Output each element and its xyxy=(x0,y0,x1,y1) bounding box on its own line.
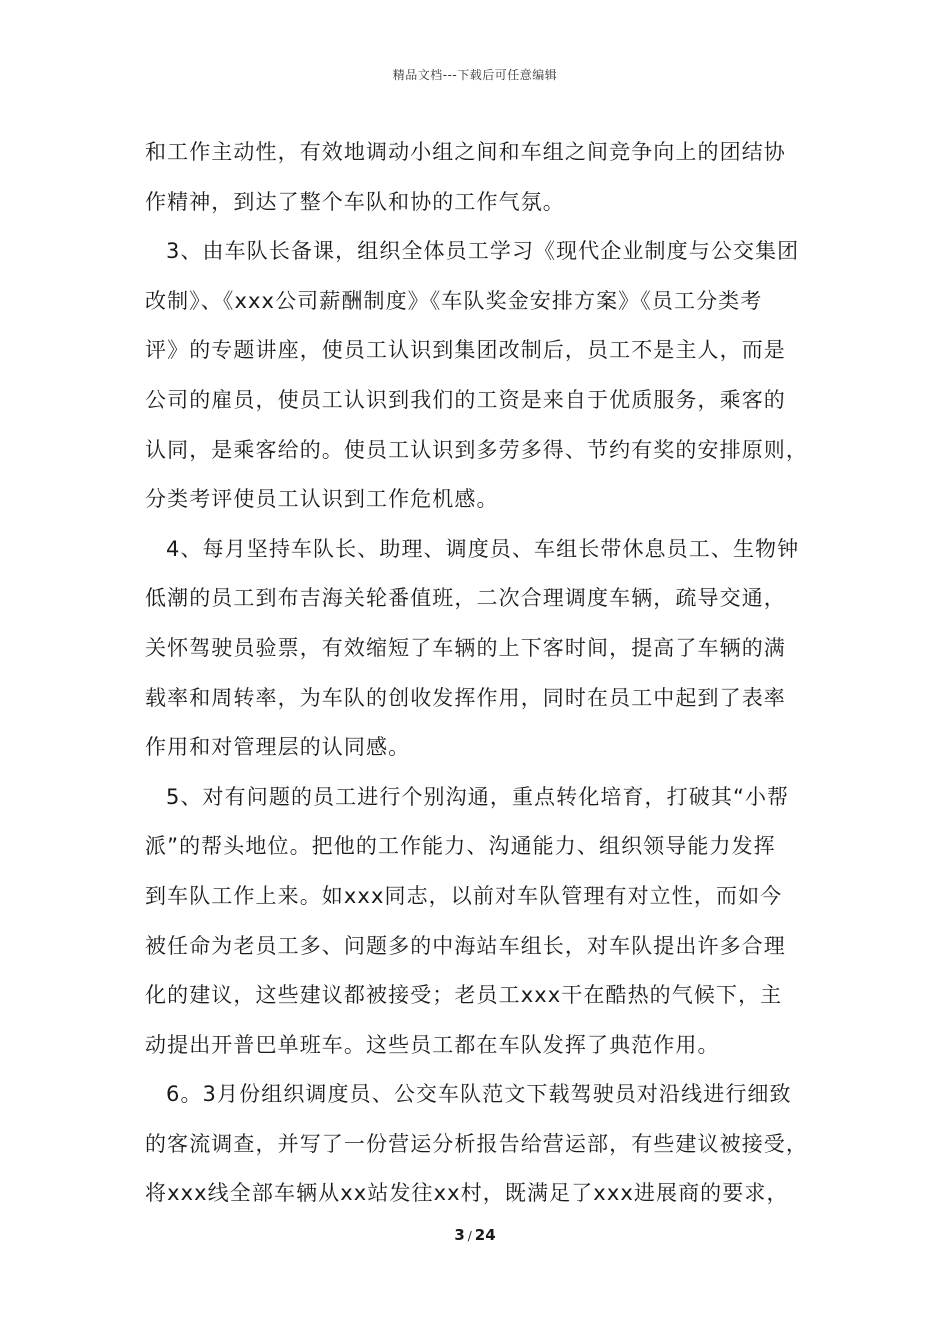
text-line: 派”的帮头地位。把他的工作能力、沟通能力、组织领导能力发挥 xyxy=(145,834,776,859)
text-line: 4、每月坚持车队长、助理、调度员、车组长带休息员工、生物钟 xyxy=(166,536,800,561)
text-line: 评》的专题讲座，使员工认识到集团改制后，员工不是主人，而是 xyxy=(145,338,786,363)
text-line: 作用和对管理层的认同感。 xyxy=(145,735,411,760)
text-line: 分类考评使员工认识到工作危机感。 xyxy=(145,487,499,512)
text-line: 6。3月份组织调度员、公交车队范文下载驾驶员对沿线进行细致 xyxy=(166,1082,792,1107)
text-line: 到车队工作上来。如xxx同志，以前对车队管理有对立性，而如今 xyxy=(145,883,783,908)
text-line: 低潮的员工到布吉海关轮番值班，二次合理调度车辆，疏导交通， xyxy=(145,586,786,611)
current-page: 3 xyxy=(454,1226,465,1244)
page-separator: / xyxy=(467,1229,472,1243)
text-line: 和工作主动性，有效地调动小组之间和车组之间竞争向上的团结协 xyxy=(145,140,786,164)
text-line: 将xxx线全部车辆从xx站发往xx村，既满足了xxx进展商的要求， xyxy=(145,1181,789,1206)
total-pages: 24 xyxy=(474,1226,496,1244)
text-line: 认同，是乘客给的。使员工认识到多劳多得、节约有奖的安排原则， xyxy=(145,437,808,462)
text-line: 关怀驾驶员验票，有效缩短了车辆的上下客时间，提高了车辆的满 xyxy=(145,635,786,660)
text-line: 载率和周转率，为车队的创收发挥作用，同时在员工中起到了表率 xyxy=(145,685,786,710)
text-line: 化的建议，这些建议都被接受；老员工xxx干在酷热的气候下，主 xyxy=(145,983,783,1008)
document-body xyxy=(145,128,815,1219)
text-line: 改制》、《xxx公司薪酬制度》《车队奖金安排方案》《员工分类考 xyxy=(145,288,763,313)
text-line: 作精神，到达了整个车队和协的工作气氛。 xyxy=(145,189,565,214)
text-line: 3、由车队长备课，组织全体员工学习《现代企业制度与公交集团 xyxy=(166,239,800,264)
text-line: 公司的雇员，使员工认识到我们的工资是来自于优质服务，乘客的 xyxy=(145,387,786,412)
text-line: 的客流调查，并写了一份营运分析报告给营运部，有些建议被接受， xyxy=(145,1131,808,1156)
page-number xyxy=(0,1226,950,1244)
text-line: 动提出开普巴单班车。这些员工都在车队发挥了典范作用。 xyxy=(145,1032,720,1057)
text-line: 5、对有问题的员工进行个别沟通，重点转化培育，打破其“小帮 xyxy=(166,784,790,809)
page-header: 精品文档---下载后可任意编辑 xyxy=(392,68,558,82)
text-line: 被任命为老员工多、问题多的中海站车组长，对车队提出许多合理 xyxy=(145,933,786,958)
